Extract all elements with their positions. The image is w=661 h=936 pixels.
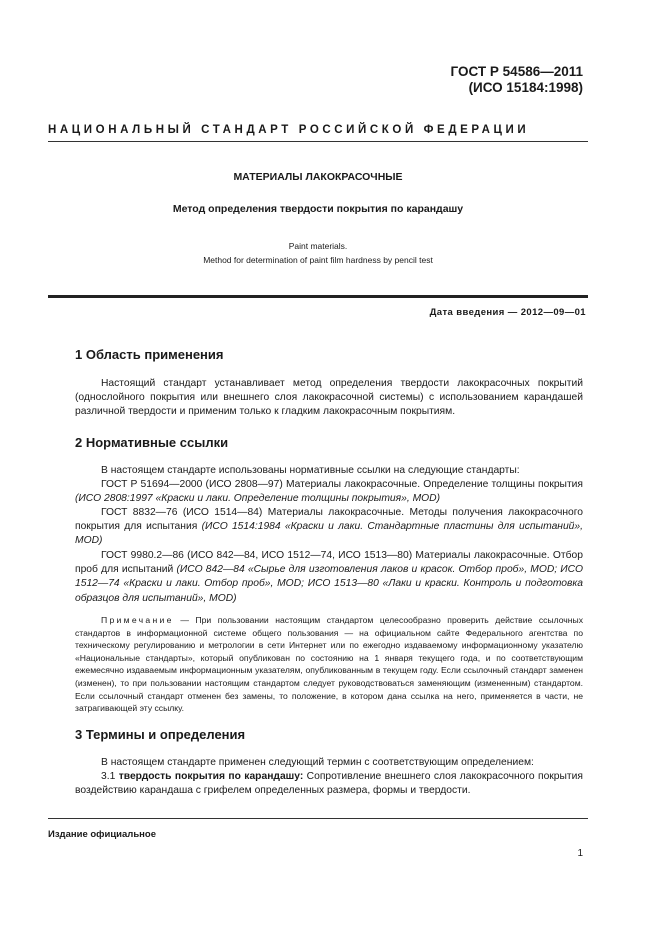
reference-3-text: ГОСТ 9980.2—86 (ИСО 842—84, ИСО 1512—74, ИСО 1513—80) Материалы лакокрасочные. Отбор проб для испытаний xyxy=(75,550,583,576)
english-title xyxy=(48,239,588,267)
term-3-1 xyxy=(75,770,583,798)
footer-rule xyxy=(48,818,588,819)
english-title-line1: Paint materials. xyxy=(288,241,348,251)
note-label: Примечание xyxy=(101,615,174,625)
header-rule xyxy=(48,141,588,142)
section-2-heading: 2 Нормативные ссылки xyxy=(75,435,229,450)
reference-3 xyxy=(75,549,583,606)
reference-2-text: ГОСТ 8832—76 (ИСО 1514—84) Материалы лакокрасочные. Методы получения лакокрасочного покрытия для испытания xyxy=(75,507,583,533)
reference-3-iso: (ИСО 842—84 «Сырье для изготовления лаков и красок. Отбор проб», MOD; ИСО 1512—74 «Краски и лаки. Отбор проб», MOD; ИСО 1513—80 «Лаки и краски. Контроль и подготовка образцов для испытаний», MOD) xyxy=(75,564,583,604)
reference-2-iso: (ИСО 1514:1984 «Краски и лаки. Стандартные пластины для испытаний», MOD) xyxy=(75,521,583,547)
section-3-heading: 3 Термины и определения xyxy=(75,727,246,742)
section-1-heading: 1 Область применения xyxy=(75,347,224,362)
term-number: 3.1 xyxy=(101,771,116,782)
section-1-paragraph: Настоящий стандарт устанавливает метод определения твердости лакокрасочных покрытий (однослойного покрытия или внешнего слоя лакокрасочной системы) с использованием карандашей различной твердости и применим только к гладким лакокрасочным покрытиям. xyxy=(75,378,583,418)
national-standard-banner: НАЦИОНАЛЬНЫЙ СТАНДАРТ РОССИЙСКОЙ ФЕДЕРАЦИИ xyxy=(48,124,530,136)
reference-1 xyxy=(75,478,583,506)
document-title: МАТЕРИАЛЫ ЛАКОКРАСОЧНЫЕ xyxy=(233,171,403,183)
official-edition: Издание официальное xyxy=(48,829,156,840)
english-title-line2: Method for determination of paint film hardness by pencil test xyxy=(203,255,433,265)
section-2-note xyxy=(75,614,583,715)
intro-date: Дата введения — 2012—09—01 xyxy=(429,307,586,318)
iso-number: (ИСО 15184:1998) xyxy=(468,80,583,95)
reference-2 xyxy=(75,506,583,549)
section-2-intro: В настоящем стандарте использованы нормативные ссылки на следующие стандарты: xyxy=(101,465,520,476)
reference-1-text: ГОСТ Р 51694—2000 (ИСО 2808—97) Материалы лакокрасочные. Определение толщины покрытия xyxy=(101,479,583,490)
reference-1-iso: (ИСО 2808:1997 «Краски и лаки. Определение толщины покрытия», MOD) xyxy=(75,493,441,505)
gost-number: ГОСТ Р 54586—2011 xyxy=(450,64,583,79)
term-name: твердость покрытия по карандашу: xyxy=(118,771,304,782)
section-3-intro: В настоящем стандарте применен следующий термин с соответствующим определением: xyxy=(101,757,534,768)
term-definition: Сопротивление внешнего слоя лакокрасочного покрытия воздействию карандаша с грифелем определенных размера, формы и твердости. xyxy=(75,771,583,797)
note-text: — При пользовании настоящим стандартом целесообразно проверить действие ссылочных стандартов в информационной системе общего пользования — на официальном сайте Федерального агентства по техническому регулированию и метрологии в сети Интернет или по ежегодно издаваемому информационному указателю «Национальные стандарты», который опубликован по состоянию на 1 января текущего года, и по соответствующим ежемесячно издаваемым информационным указателям, опубликованным в текущем году. Если ссылочный стандарт заменен (изменен), то при пользовании настоящим стандартом следует руководствоваться заменяющим (измененным) стандартом. Если ссылочный стандарт отменен без замены, то положение, в котором дана ссылка на него, применяется в части, не затрагивающей эту ссылку. xyxy=(75,615,583,714)
gost-designation xyxy=(451,64,583,96)
page-number: 1 xyxy=(577,848,583,859)
document-subtitle: Метод определения твердости покрытия по карандашу xyxy=(172,203,464,215)
title-rule xyxy=(48,295,588,298)
